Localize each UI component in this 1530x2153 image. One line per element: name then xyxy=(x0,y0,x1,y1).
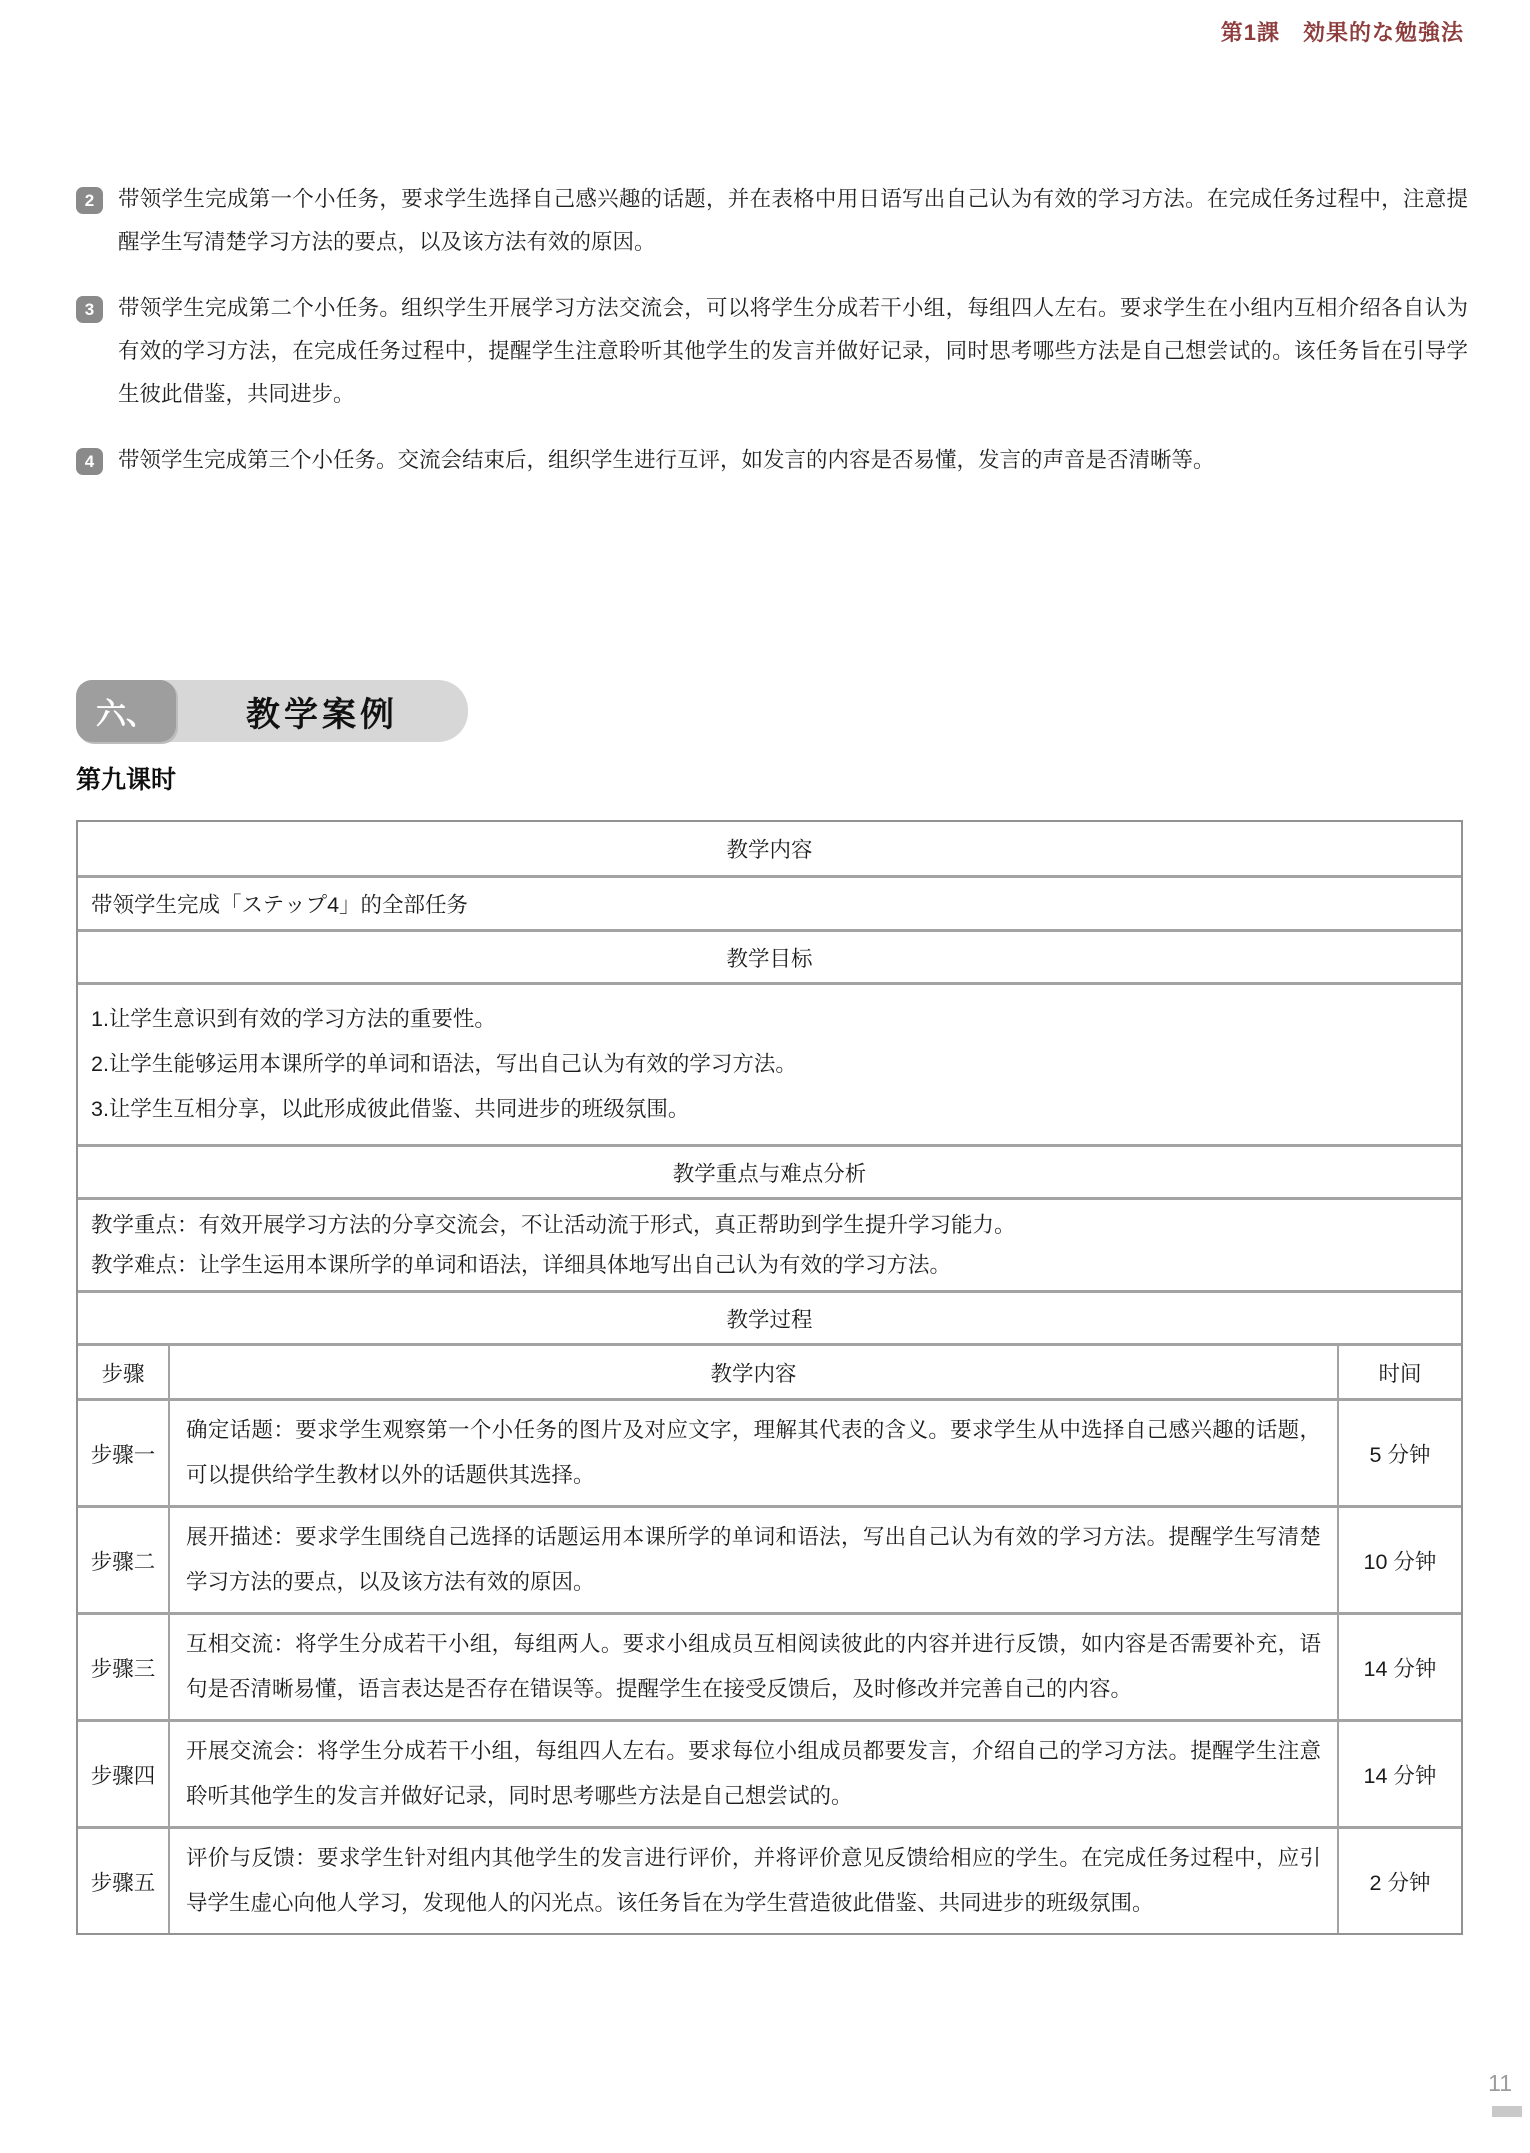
step-label: 步骤一 xyxy=(78,1398,168,1505)
subsection-title: 第九课时 xyxy=(76,766,177,794)
goal-line: 1.让学生意识到有效的学习方法的重要性。 xyxy=(91,1007,496,1031)
step-content: 互相交流：将学生分成若干小组，每组两人。要求小组成员互相阅读彼此的内容并进行反馈，如内容是否需要补充，语句是否清晰易懂，语言表达是否存在错误等。提醒学生在接受反馈后，及时修改并完善自己的内容。 xyxy=(168,1612,1337,1719)
corner-print-mark xyxy=(1492,2106,1522,2117)
step-time: 10 分钟 xyxy=(1337,1505,1461,1612)
running-header: 第1課 効果的な勉強法 xyxy=(1220,20,1464,45)
step-time: 5 分钟 xyxy=(1337,1398,1461,1505)
lesson-plan-table xyxy=(76,820,1463,1935)
item-number-badge: 2 xyxy=(76,187,103,214)
step-time: 14 分钟 xyxy=(1337,1719,1461,1826)
list-item xyxy=(76,287,1468,416)
step-label: 步骤五 xyxy=(78,1826,168,1933)
list-item xyxy=(76,439,1468,482)
list-item-text: 带领学生完成第三个小任务。交流会结束后，组织学生进行互评，如发言的内容是否易懂，发言的声音是否清晰等。 xyxy=(118,448,1215,472)
list-item xyxy=(76,178,1468,264)
section-title: 教学案例 xyxy=(246,695,398,734)
focus-line: 教学难点：让学生运用本课所学的单词和语法，详细具体地写出自己认为有效的学习方法。 xyxy=(91,1253,952,1277)
column-header-time: 时间 xyxy=(1337,1343,1461,1398)
list-item-text: 带领学生完成第二个小任务。组织学生开展学习方法交流会，可以将学生分成若干小组，每组四人左右。要求学生在小组内互相介绍各自认为有效的学习方法，在完成任务过程中，提醒学生注意聆听其他学生的发言并做好记录，同时思考哪些方法是自己想尝试的。该任务旨在引导学生彼此借鉴，共同进步。 xyxy=(118,296,1468,406)
table-cell-focus-analysis xyxy=(78,1197,1461,1290)
table-cell-teaching-goals xyxy=(78,982,1461,1144)
table-header-teaching-process: 教学过程 xyxy=(78,1290,1461,1343)
step-content: 评价与反馈：要求学生针对组内其他学生的发言进行评价，并将评价意见反馈给相应的学生。在完成任务过程中，应引导学生虚心向他人学习，发现他人的闪光点。该任务旨在为学生营造彼此借鉴、共同进步的班级氛围。 xyxy=(168,1826,1337,1933)
step-label: 步骤二 xyxy=(78,1505,168,1612)
table-header-teaching-content: 教学内容 xyxy=(726,838,813,862)
focus-line: 教学重点：有效开展学习方法的分享交流会，不让活动流于形式，真正帮助到学生提升学习能力。 xyxy=(91,1213,1016,1237)
goal-line: 3.让学生互相分享，以此形成彼此借鉴、共同进步的班级氛围。 xyxy=(91,1097,690,1121)
intro-list xyxy=(76,178,1468,482)
table-header-focus-analysis: 教学重点与难点分析 xyxy=(78,1144,1461,1197)
table-header-teaching-goals: 教学目标 xyxy=(78,929,1461,982)
step-time: 2 分钟 xyxy=(1337,1826,1461,1933)
step-label: 步骤四 xyxy=(78,1719,168,1826)
step-time: 14 分钟 xyxy=(1337,1612,1461,1719)
item-number-badge: 4 xyxy=(76,448,103,475)
table-cell-teaching-content: 带领学生完成「ステップ4」的全部任务 xyxy=(78,875,1461,929)
column-header-content: 教学内容 xyxy=(168,1343,1337,1398)
step-label: 步骤三 xyxy=(78,1612,168,1719)
goal-line: 2.让学生能够运用本课所学的单词和语法，写出自己认为有效的学习方法。 xyxy=(91,1052,797,1076)
section-badge xyxy=(76,680,468,742)
column-header-step: 步骤 xyxy=(78,1343,168,1398)
page-number: 11 xyxy=(1488,2070,1512,2096)
item-number-badge: 3 xyxy=(76,296,103,323)
step-content: 确定话题：要求学生观察第一个小任务的图片及对应文字，理解其代表的含义。要求学生从中选择自己感兴趣的话题，可以提供给学生教材以外的话题供其选择。 xyxy=(168,1398,1337,1505)
step-content: 开展交流会：将学生分成若干小组，每组四人左右。要求每位小组成员都要发言，介绍自己的学习方法。提醒学生注意聆听其他学生的发言并做好记录，同时思考哪些方法是自己想尝试的。 xyxy=(168,1719,1337,1826)
step-content: 展开描述：要求学生围绕自己选择的话题运用本课所学的单词和语法，写出自己认为有效的学习方法。提醒学生写清楚学习方法的要点，以及该方法有效的原因。 xyxy=(168,1505,1337,1612)
list-item-text: 带领学生完成第一个小任务，要求学生选择自己感兴趣的话题，并在表格中用日语写出自己认为有效的学习方法。在完成任务过程中，注意提醒学生写清楚学习方法的要点，以及该方法有效的原因。 xyxy=(118,187,1468,254)
process-table xyxy=(78,1343,1461,1933)
section-number-badge: 六、 xyxy=(76,680,176,742)
